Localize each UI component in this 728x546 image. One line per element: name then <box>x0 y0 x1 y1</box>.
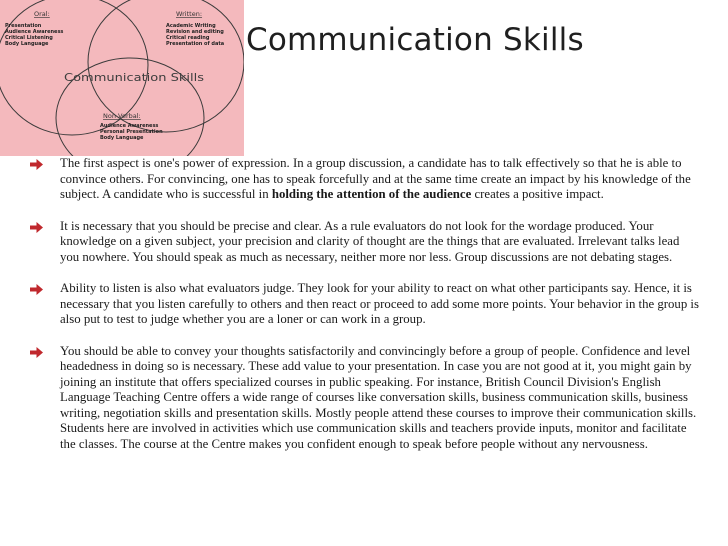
bullet-text <box>60 219 679 264</box>
non-verbal-item: Audience Awareness <box>100 123 159 129</box>
written-item: Academic Writing <box>166 23 216 29</box>
written-item: Presentation of data <box>166 41 225 47</box>
bullet-item <box>30 219 700 266</box>
bullet-emphasis: holding the attention of the audience <box>271 187 472 201</box>
bullet-text <box>60 344 696 451</box>
non-verbal-item: Body Language <box>100 135 144 141</box>
bullet-item <box>30 344 700 453</box>
oral-heading: Oral: <box>34 10 50 18</box>
bullet-text-part: creates a positive impact. <box>471 187 604 201</box>
bullet-text <box>60 156 691 201</box>
oral-item: Audience Awareness <box>5 29 64 35</box>
oral-item: Critical Listening <box>5 35 53 41</box>
non-verbal-item: Personal Presentation <box>100 129 163 135</box>
red-arrow-icon <box>30 347 43 358</box>
center-label: Communication Skills <box>64 71 205 84</box>
bullet-text-part: Ability to listen is also what evaluators judge. They look for your ability to react on what other participants say. Hence, it is necessary that you listen carefully to others and then react or proceed to add some more points. Your behavior in the group is also put to test to judge whether you are a loner or can work in a group. <box>60 281 699 326</box>
red-arrow-icon <box>30 284 43 295</box>
oral-item: Body Language <box>5 41 49 47</box>
bullet-item <box>30 156 700 203</box>
venn-diagram-graphic <box>0 0 244 156</box>
bullet-list <box>30 156 700 468</box>
written-heading: Written: <box>176 10 203 18</box>
bullet-item <box>30 281 700 328</box>
bullet-text <box>60 281 699 326</box>
bullet-text-part: You should be able to convey your thoughts satisfactorily and convincingly before a group of people. Confidence and level headedness in doing so is necessary. These add value to your presentation. In case you are not good at it, you might gain by joining an institute that offers specialized courses in public speaking. For instance, British Council Division's English Language Teaching Centre offers a wide range of courses like conversation skills, business communication skills, business writing, negotiation skills and presentation skills. Mostly people attend these courses to improve their communication skills. Students here are involved in activities which use communication skills and teachers provide inputs, monitor and facilitate the classes. The course at the Centre makes you confident enough to speak before people without any nervousness. <box>60 343 697 451</box>
written-item: Critical reading <box>166 35 210 41</box>
red-arrow-icon <box>30 222 43 233</box>
bullet-text-part: The first aspect is one's power of expression. In a group discussion, a candidate has to talk effectively so that he is able to convince others. For convincing, one has to speak forcefully and at the same time create an impact by his knowledge of the subject. A candidate who is successful in <box>60 156 691 201</box>
red-arrow-icon <box>30 159 43 170</box>
venn-diagram <box>0 0 244 156</box>
slide-title: Communication Skills <box>246 22 584 58</box>
non-verbal-heading: Non Verbal: <box>103 112 141 120</box>
bullet-text-part: It is necessary that you should be precise and clear. As a rule evaluators do not look for the wordage produced. Your knowledge on a given subject, your precision and clarity of thought are the things that are evaluated. Irrelevant talks lead you nowhere. You should speak as much as necessary, neither more nor less. Group discussions are not debating stages. <box>60 218 680 264</box>
written-item: Revision and editing <box>166 29 224 35</box>
oral-item: Presentation <box>5 23 42 29</box>
